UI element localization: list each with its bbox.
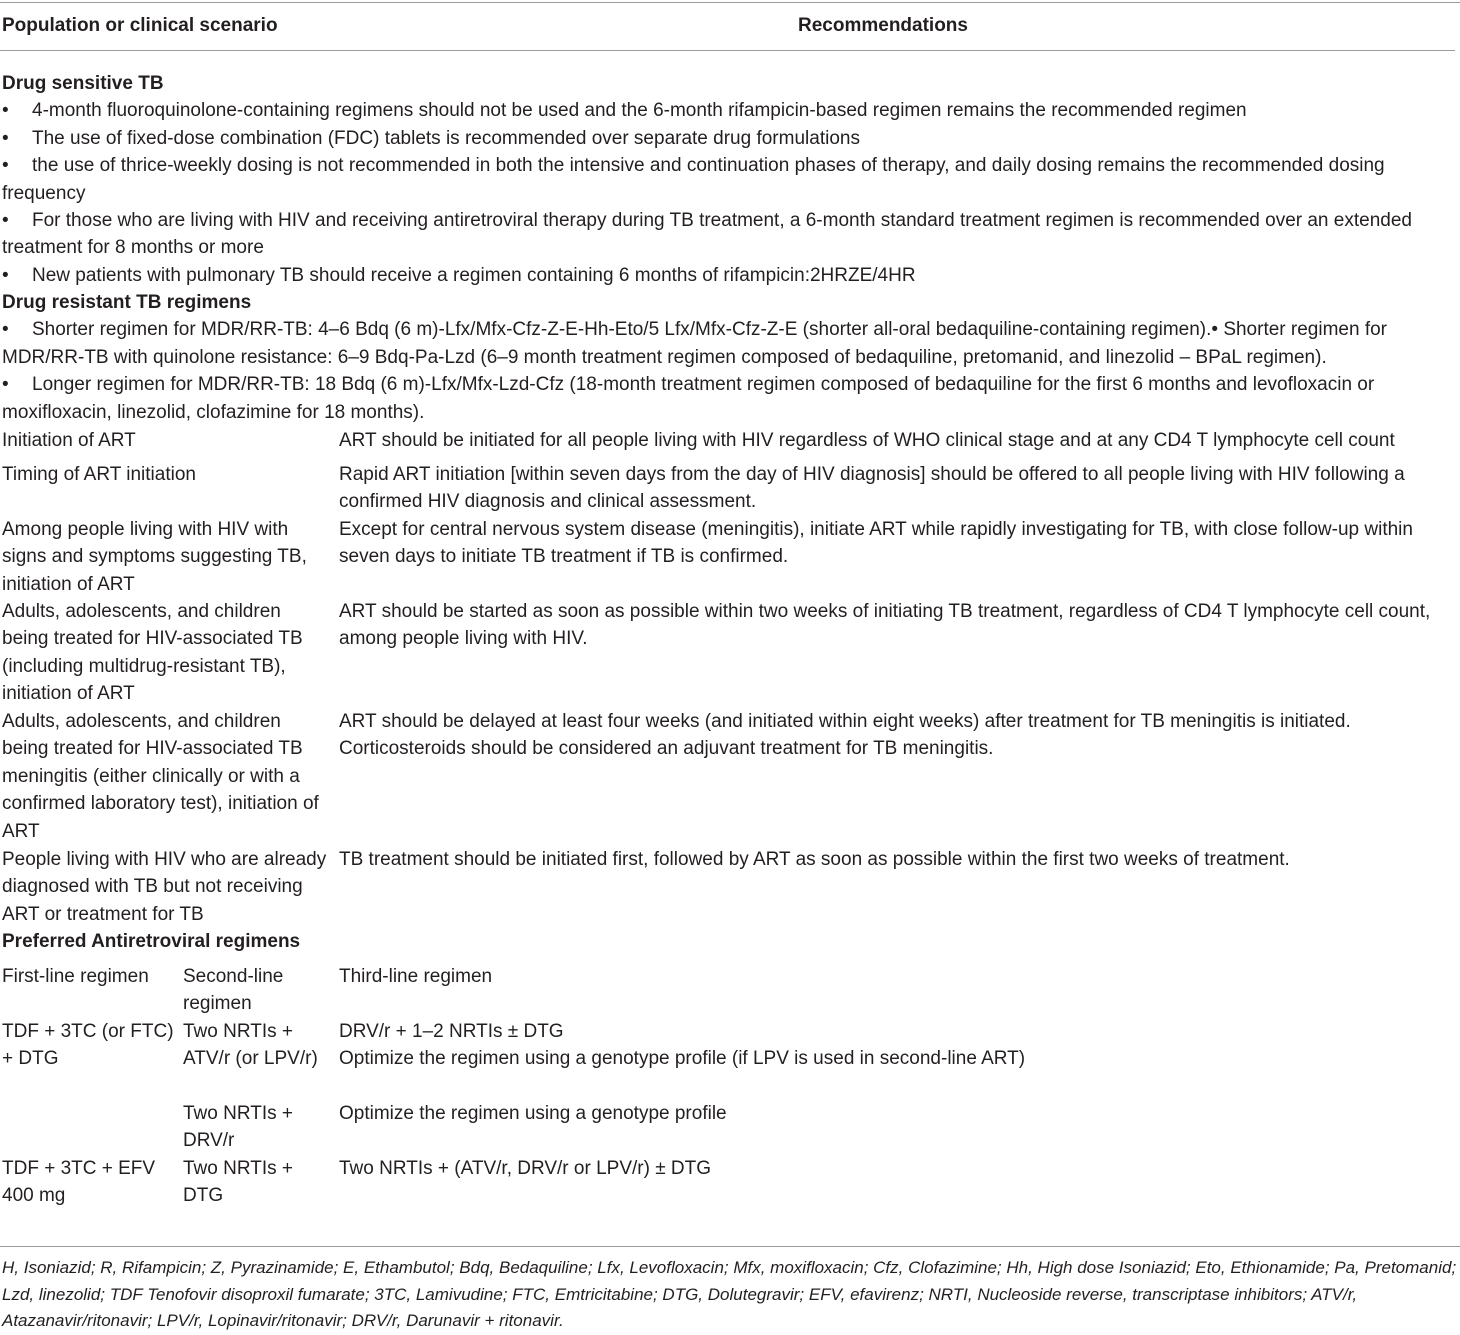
second-line-cell: Two NRTIs + DTG	[183, 1158, 293, 1207]
bullet-icon: •	[2, 319, 9, 341]
recommendation-cell: TB treatment should be initiated first, followed by ART as soon as possible within the first two weeks of treatment.	[339, 849, 1290, 870]
third-line-cell: DRV/r + 1–2 NRTIs ± DTG Optimize the regimen using a genotype profile (if LPV is used in second-line ART)	[339, 1021, 1026, 1070]
bullet-icon: •	[2, 264, 9, 286]
table-top-rule	[0, 2, 1460, 3]
population-cell: Adults, adolescents, and children being treated for HIV-associated TB (including multidrug-resistant TB), initiation of ART	[2, 601, 303, 705]
recommendation-cell: Rapid ART initiation [within seven days from the day of HIV diagnosis] should be offered to all people living with HIV following a confirmed HIV diagnosis and clinical assessment.	[339, 464, 1405, 513]
table-footnote: H, Isoniazid; R, Rifampicin; Z, Pyrazinamide; E, Ethambutol; Bdq, Bedaquiline; Lfx, Levofloxacin; Mfx, moxifloxacin; Cfz, Clofazimine; Hh, High dose Isoniazid; Eto, Ethionamide; Pa, Pretomanid; Lzd, linezolid; TDF Tenofovir disoproxil fumarate; 3TC, Lamivudine; FTC, Emtricitabine; DTG, Dolutegravir; EFV, efavirenz; NRTI, Nucleoside reverse, transcriptase inhibitors; ATV/r, Atazanavir/ritonavir; LPV/r, Lopinavir/ritonavir; DRV/r, Darunavir + ritonavir.	[2, 1258, 1457, 1330]
second-line-cell: Two NRTIs + ATV/r (or LPV/r)	[183, 1021, 318, 1070]
column-header-population: Population or clinical scenario	[2, 15, 278, 36]
population-cell: People living with HIV who are already diagnosed with TB but not receiving ART or treatment for TB	[2, 849, 327, 925]
third-line-cell: Optimize the regimen using a genotype profile	[339, 1103, 727, 1124]
bullet-icon: •	[2, 374, 9, 396]
table-bottom-rule	[0, 1246, 1460, 1247]
bullet-icon: •	[2, 210, 9, 232]
bullet-icon: •	[2, 100, 9, 122]
population-cell: Initiation of ART	[2, 430, 136, 451]
header-rule	[0, 50, 1455, 51]
population-cell: Adults, adolescents, and children being treated for HIV-associated TB meningitis (either clinically or with a confirmed laboratory test), initiation of ART	[2, 711, 319, 842]
list-item: • For those who are living with HIV and receiving antiretroviral therapy during TB treatment, a 6-month standard treatment regimen is recommended over an extended treatment for 8 months or more	[2, 207, 1442, 262]
first-line-cell: TDF + 3TC (or FTC) + DTG	[2, 1021, 174, 1070]
bullet-icon: •	[2, 155, 9, 177]
third-line-header: Third-line regimen	[339, 966, 493, 987]
section-drug-sensitive	[2, 70, 1442, 289]
recommendation-cell: ART should be initiated for all people living with HIV regardless of WHO clinical stage and at any CD4 T lymphocyte cell count	[339, 430, 1395, 451]
third-line-cell: Two NRTIs + (ATV/r, DRV/r or LPV/r) ± DTG	[339, 1158, 712, 1179]
list-item: • New patients with pulmonary TB should receive a regimen containing 6 months of rifampicin:2HRZE/4HR	[2, 262, 1442, 289]
section-title: Preferred Antiretroviral regimens	[2, 931, 301, 952]
section-title: Drug resistant TB regimens	[2, 292, 252, 313]
list-item: • 4-month fluoroquinolone-containing regimens should not be used and the 6-month rifampicin-based regimen remains the recommended regimen	[2, 97, 1442, 124]
list-item: • Shorter regimen for MDR/RR-TB: 4–6 Bdq (6 m)-Lfx/Mfx-Cfz-Z-E-Hh-Eto/5 Lfx/Mfx-Cfz-Z-E (shorter all-oral bedaquiline-containing regimen).• Shorter regimen for MDR/RR-TB with quinolone resistance: 6–9 Bdq-Pa-Lzd (6–9 month treatment regimen composed of bedaquiline, pretomanid, and linezolid – BPaL regimen).	[2, 316, 1442, 371]
recommendation-cell: ART should be started as soon as possible within two weeks of initiating TB treatment, regardless of CD4 T lymphocyte cell count, among people living with HIV.	[339, 601, 1431, 650]
population-cell: Among people living with HIV with signs and symptoms suggesting TB, initiation of ART	[2, 519, 307, 595]
bullet-icon: •	[2, 127, 9, 149]
list-item: • Longer regimen for MDR/RR-TB: 18 Bdq (6 m)-Lfx/Mfx-Lzd-Cfz (18-month treatment regimen composed of bedaquiline for the first 6 months and levofloxacin or moxifloxacin, linezolid, clofazimine for 18 months).	[2, 371, 1442, 426]
first-line-header: First-line regimen	[2, 966, 149, 987]
second-line-header: Second-line regimen	[183, 966, 284, 1015]
section-drug-resistant	[2, 289, 1442, 426]
recommendation-cell: ART should be delayed at least four weeks (and initiated within eight weeks) after treatment for TB meningitis is initiated. Corticosteroids should be considered an adjuvant treatment for TB meningitis.	[339, 711, 1351, 760]
column-header-recommendations: Recommendations	[798, 15, 968, 36]
first-line-cell: TDF + 3TC + EFV 400 mg	[2, 1158, 156, 1207]
section-title: Drug sensitive TB	[2, 73, 164, 94]
population-cell: Timing of ART initiation	[2, 464, 196, 485]
list-item: • the use of thrice-weekly dosing is not recommended in both the intensive and continuation phases of therapy, and daily dosing remains the recommended dosing frequency	[2, 152, 1442, 207]
second-line-cell: Two NRTIs + DRV/r	[183, 1103, 293, 1152]
recommendation-cell: Except for central nervous system disease (meningitis), initiate ART while rapidly investigating for TB, with close follow-up within seven days to initiate TB treatment if TB is confirmed.	[339, 519, 1413, 568]
list-item: • The use of fixed-dose combination (FDC) tablets is recommended over separate drug formulations	[2, 125, 1442, 152]
